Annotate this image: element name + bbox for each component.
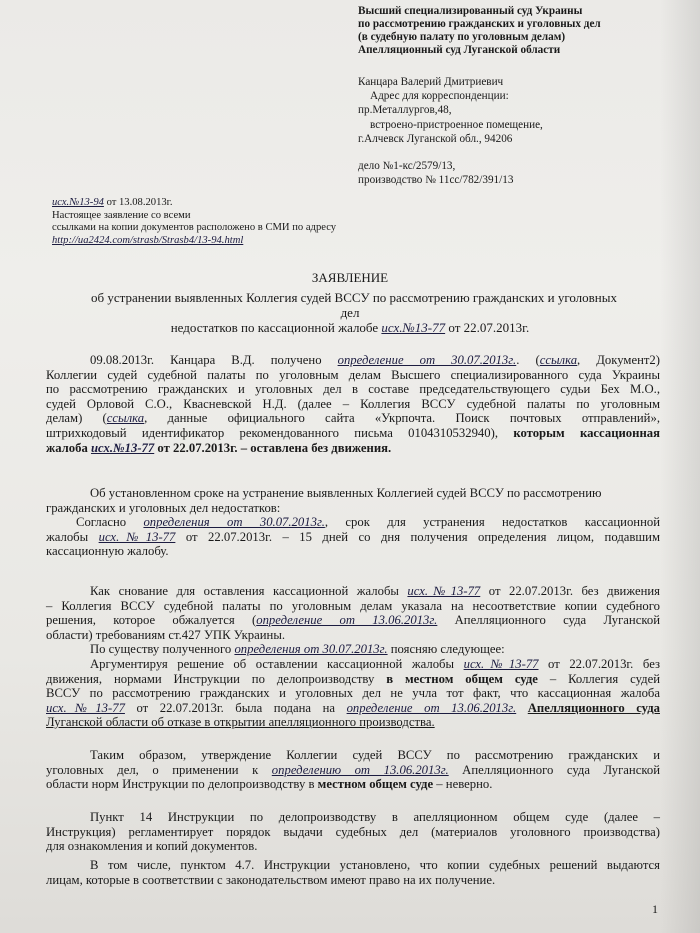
case-block bbox=[358, 159, 513, 187]
p3-line-9: исх.№13-77 от 22.07.2013г. была подана на определение от 13.06.2013г. Апелляционного суда bbox=[46, 700, 660, 715]
sender-name: Канцара Валерий Дмитриевич bbox=[358, 76, 504, 88]
p3-line-10: Луганской области об отказе в открытии апелляционного производства. bbox=[46, 715, 435, 730]
outgoing-ref-link[interactable]: исх.№13-94 bbox=[52, 197, 104, 208]
p6-line-2: лицам, которые в соответствии с законодательством имеют право на их получение. bbox=[46, 872, 496, 887]
outgoing-block bbox=[52, 197, 336, 247]
paragraph-4 bbox=[46, 748, 660, 792]
p1-ref-link[interactable]: ссылка bbox=[539, 353, 578, 367]
p3-line-6: Аргументируя решение об оставлении кассационной жалобы исх.№13-77 от 22.07.2013г. без bbox=[90, 656, 660, 671]
p3-complaint-link-2[interactable]: исх.№13-77 bbox=[463, 656, 539, 671]
paragraph-3 bbox=[46, 584, 660, 730]
p1-definition-link[interactable]: определение от 30.07.2013г. bbox=[337, 353, 517, 367]
court-line-1: Высший специализированный суд Украины bbox=[358, 5, 583, 17]
p3-definition-link[interactable]: определение от 13.06.2013г. bbox=[256, 613, 438, 628]
p5-line-3: для ознакомления и копий документов. bbox=[46, 839, 258, 854]
sender-city: г.Алчевск Луганской обл., 94206 bbox=[358, 132, 513, 145]
p2-line-3: Согласно определения от 30.07.2013г., срок для устранения недостатков кассационной bbox=[76, 515, 661, 530]
p3-line-8: ВССУ по рассмотрению гражданских и уголовных дел не учла тот факт, что кассационная жалоба bbox=[46, 686, 660, 701]
p1-line-3: по рассмотрению гражданских и уголовных дел в составе председательствующего судьи Бех М.О., bbox=[46, 382, 660, 397]
p3-line-4: области) требованиям ст.427 УПК Украины. bbox=[46, 627, 286, 642]
sender-block bbox=[358, 75, 543, 146]
p1-ref-link-2[interactable]: ссылка bbox=[106, 411, 145, 426]
court-line-3: (в судебную палату по уголовным делам) bbox=[358, 31, 566, 43]
paragraph-6 bbox=[46, 858, 660, 887]
p3-line-7: движения, нормами Инструкции по делопроизводству в местном общем суде – Коллегия судей bbox=[46, 671, 661, 686]
p3-line-3: решения, которое обжалуется (определение от 13.06.2013г. Апелляционного суда Луганской bbox=[46, 613, 660, 628]
outgoing-note-2: ссылками на копии документов расположено в СМИ по адресу bbox=[52, 222, 337, 234]
paragraph-2 bbox=[46, 486, 660, 559]
outgoing-note-1: Настоящее заявление со всеми bbox=[52, 209, 191, 221]
court-line-2: по рассмотрению гражданских и уголовных дел bbox=[358, 18, 601, 30]
outgoing-url-link[interactable]: http://ua2424.com/strasb/Strasb4/13-94.html bbox=[52, 234, 244, 246]
p2-line-5: кассационную жалобу. bbox=[46, 544, 169, 559]
paragraph-1 bbox=[46, 353, 660, 455]
paragraph-5 bbox=[46, 810, 660, 854]
p4-definition-link[interactable]: определению от 13.06.2013г. bbox=[271, 762, 449, 777]
p3-complaint-link[interactable]: исх.№13-77 bbox=[407, 584, 481, 598]
p1-line-1: 09.08.2013г. Канцара В.Д. получено определение от 30.07.2013г.. (ссылка, Документ2) bbox=[90, 353, 660, 367]
p2-definition-link[interactable]: определения от 30.07.2013г. bbox=[143, 515, 325, 530]
p1-line-2: Коллегии судей судебной палаты по уголовным делам Высшего специализированного суда Украины bbox=[46, 367, 660, 382]
title-subline-3: недостатков по кассационной жалобе исх.№13-77 от 22.07.2013г. bbox=[170, 320, 530, 335]
p5-line-1: Пункт 14 Инструкции по делопроизводству в апелляционном общем суде (далее – bbox=[90, 810, 660, 824]
p2-line-1: Об установленном сроке на устранение выявленных Коллегией судей ВССУ по рассмотрению bbox=[90, 486, 602, 500]
court-line-4: Апелляционный суд Луганской области bbox=[358, 44, 561, 56]
p3-line-1: Как снование для оставления кассационной жалобы исх.№13-77 от 22.07.2013г. без движения bbox=[90, 584, 660, 598]
document-heading: ЗАЯВЛЕНИЕ bbox=[311, 270, 389, 285]
page-number: 1 bbox=[652, 902, 658, 916]
p6-line-1: В том числе, пунктом 4.7. Инструкции установлено, что копии судебных решений выдаются bbox=[90, 858, 660, 872]
p1-line-6: штрихкодовый идентификатор рекомендованного письма 0104310532940), которым кассационная bbox=[46, 425, 660, 440]
p1-line-4: судей Орловой С.О., Квасневской Н.Д. (далее – Коллегия ВССУ судебной палаты по уголовным bbox=[46, 396, 660, 411]
p4-line-2: уголовных дел, о применении к определению от 13.06.2013г. Апелляционного суда Луганской bbox=[46, 762, 661, 777]
p3-definition-link-2[interactable]: определения от 30.07.2013г. bbox=[234, 642, 388, 657]
sender-street: пр.Металлургов,48, bbox=[358, 104, 452, 117]
sender-addr-label: Адрес для корреспонденции: bbox=[370, 90, 509, 103]
sender-premises: встроено-пристроенное помещение, bbox=[370, 118, 543, 131]
p3-line-5: По существу полученного определения от 30.07.2013г. поясняю следующее: bbox=[90, 642, 505, 657]
title-subline-1: об устранении выявленных Коллегия судей ВССУ по рассмотрению гражданских и уголовных bbox=[91, 290, 617, 305]
p3-definition-link-3[interactable]: определение от 13.06.2013г. bbox=[346, 700, 517, 715]
p4-line-1: Таким образом, утверждение Коллегии судей ВССУ по рассмотрению гражданских и bbox=[90, 748, 660, 762]
court-header bbox=[358, 5, 601, 57]
title-ref-link[interactable]: исх.№13-77 bbox=[381, 320, 446, 335]
title-subline-2: дел bbox=[340, 305, 360, 320]
p3-line-2: – Коллегия ВССУ судебной палаты по уголовным делам указала на несоответствие копии судебного bbox=[46, 598, 660, 613]
proceeding-number: производство № 11сс/782/391/13 bbox=[358, 174, 514, 187]
case-number: дело №1-кс/2579/13, bbox=[358, 160, 456, 172]
p1-line-5: делам) (ссылка, данные официального сайта «Укрпочта. Поиск почтовых отправлений», bbox=[46, 411, 660, 426]
p2-line-2: гражданских и уголовных дел недостатков: bbox=[46, 500, 281, 515]
p2-line-4: жалобы исх.№13-77 от 22.07.2013г. – 15 дней со дня получения определения лицом, подавшим bbox=[46, 529, 660, 544]
p5-line-2: Инструкция) регламентирует порядок выдачи судебных дел (материалов уголовного производства) bbox=[46, 824, 660, 839]
p1-line-7: жалоба исх.№13-77 от 22.07.2013г. – оставлена без движения. bbox=[46, 440, 392, 455]
p1-complaint-link[interactable]: исх.№13-77 bbox=[90, 440, 155, 455]
outgoing-date: от 13.08.2013г. bbox=[103, 197, 173, 208]
p4-line-3: области норм Инструкции по делопроизводству в местном общем суде – неверно. bbox=[46, 777, 493, 792]
p2-complaint-link[interactable]: исх.№13-77 bbox=[98, 529, 176, 544]
p3-complaint-link-3[interactable]: исх.№13-77 bbox=[46, 700, 125, 715]
